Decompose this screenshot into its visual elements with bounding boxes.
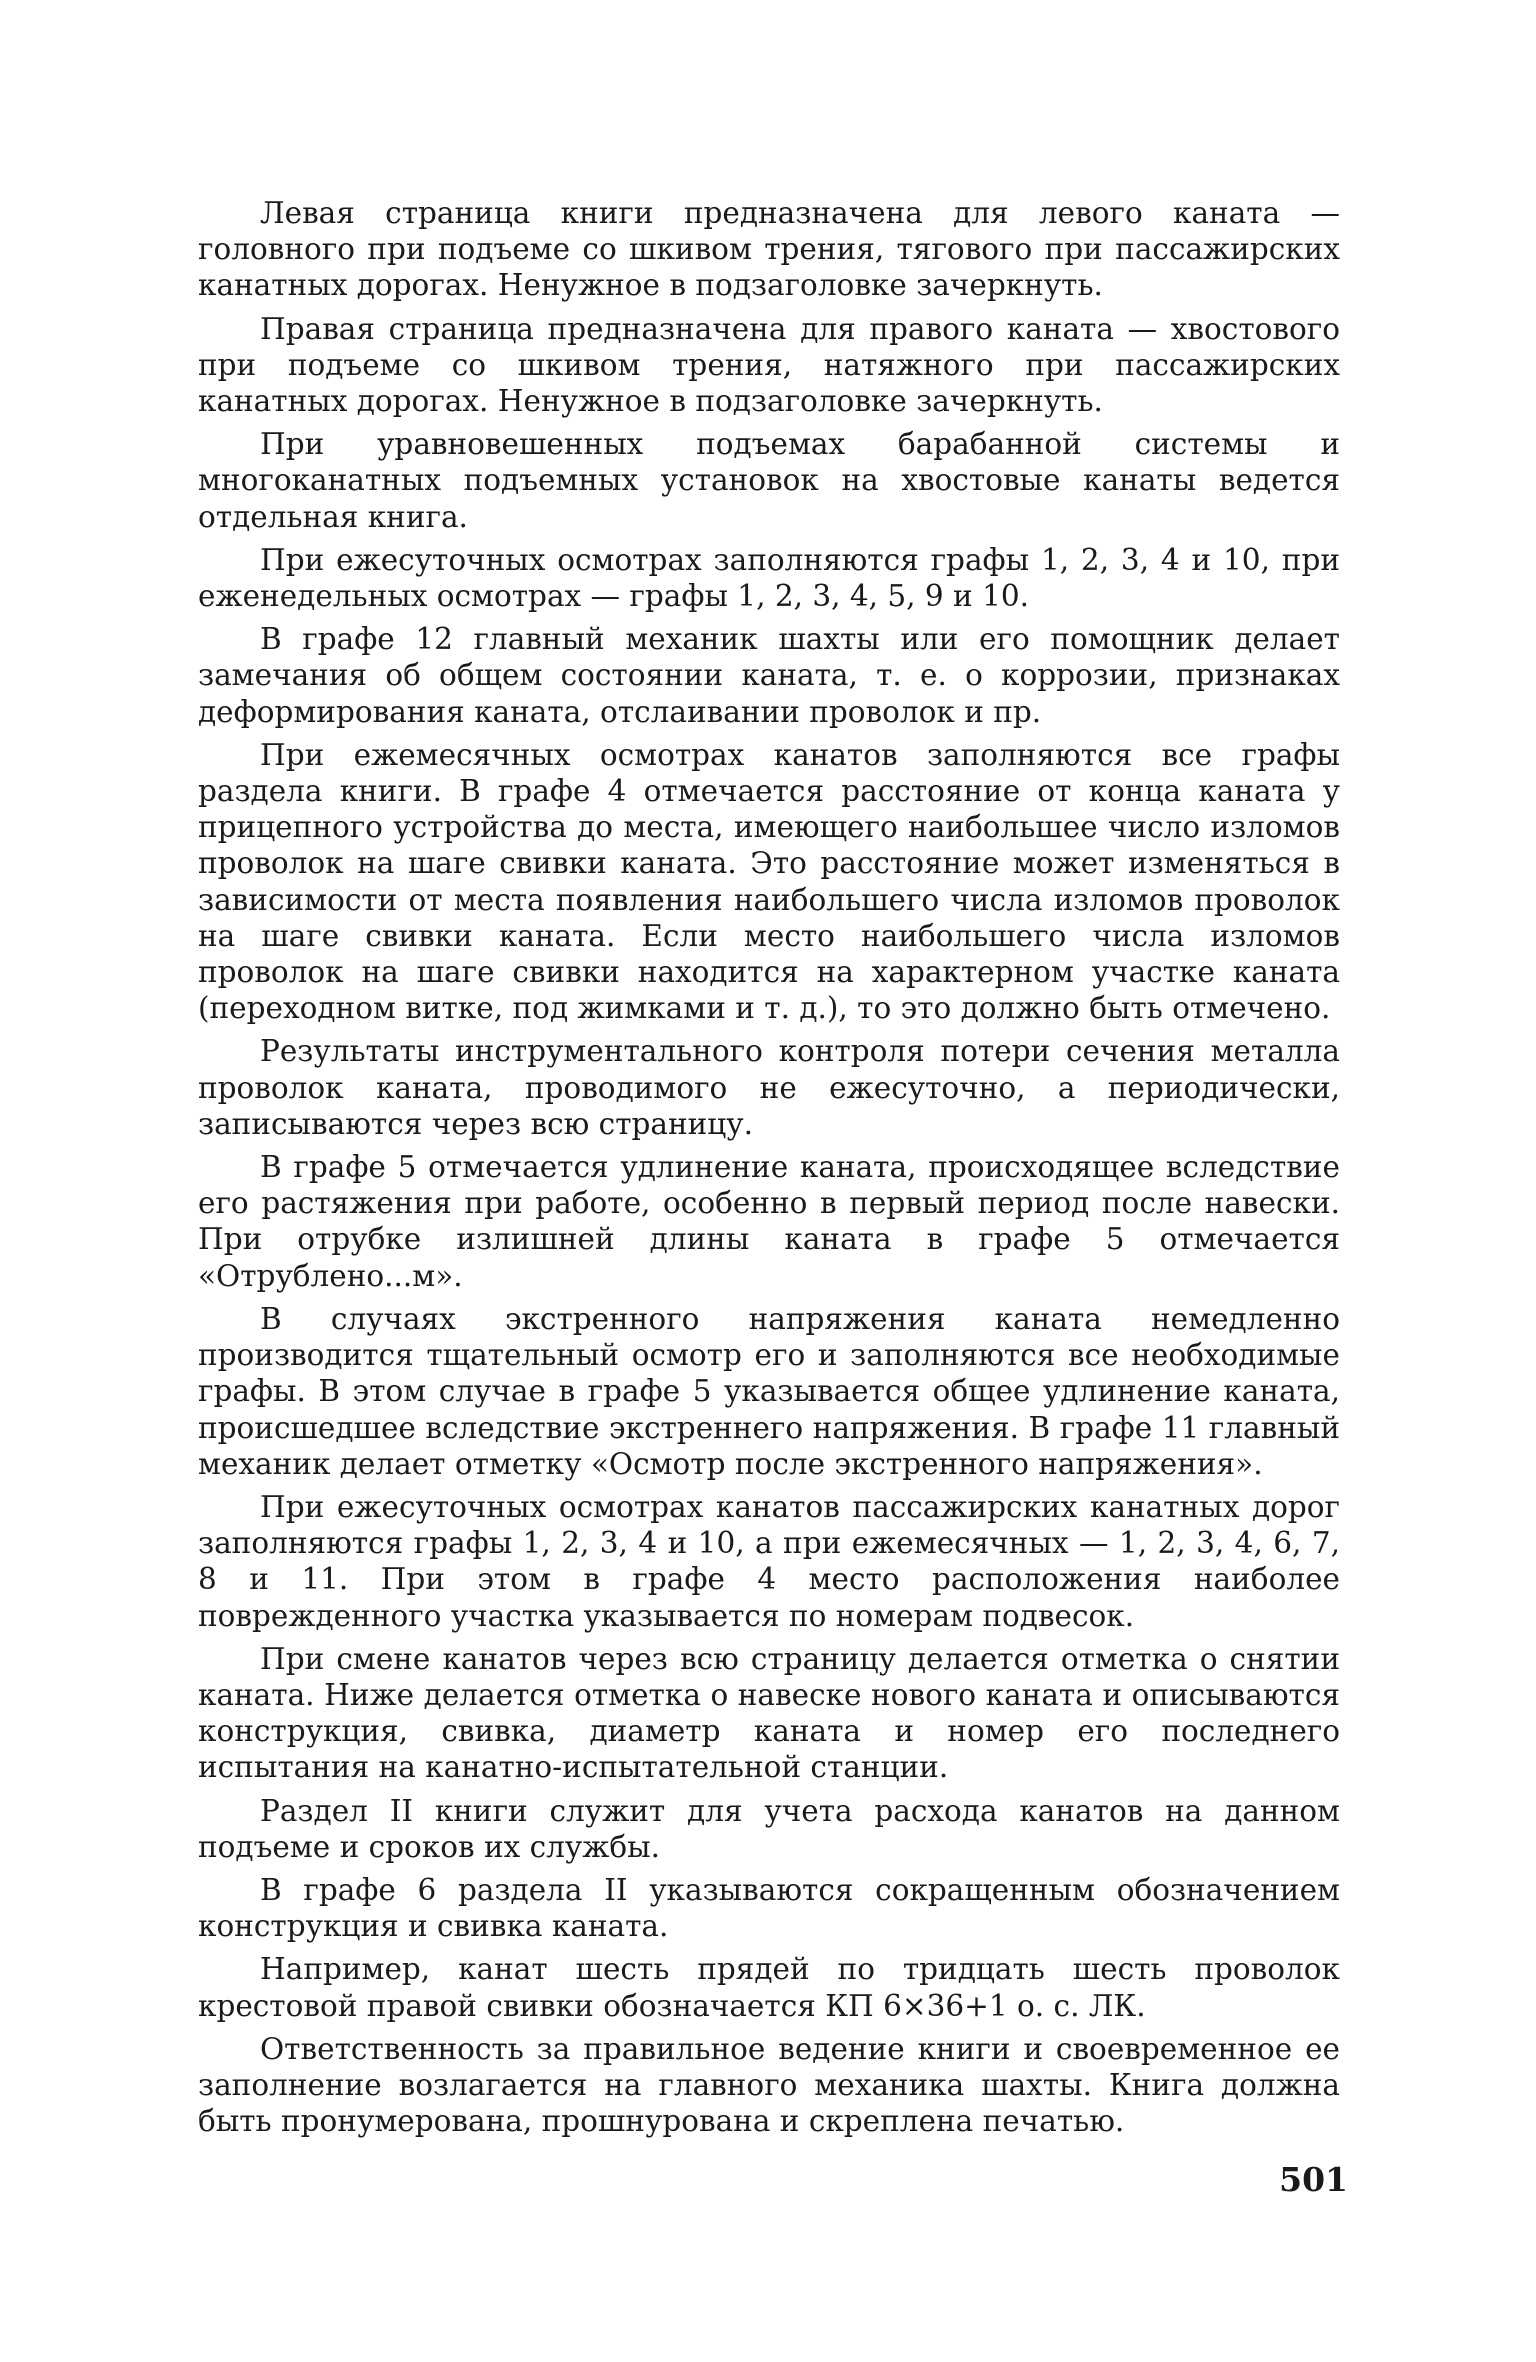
- paragraph-balanced-hoists: При уравновешенных подъемах барабанной системы и многоканатных подъемных установок на хвостовые канаты ведется отдельная книга.: [198, 427, 1340, 534]
- paragraph-monthly-inspections: При ежемесячных осмотрах канатов заполняются все графы раздела книги. В графе 4 отмечается расстояние от конца каната у прицепного устройства до места, имеющего наибольшее число изломов проволок на шаге свивки каната. Это расстояние может изменяться в зависимости от места появления наибольшего числа изломов проволок на шаге свивки каната. Если место наибольшего числа изломов проволок на шаге свивки находится на характерном участке каната (переходном витке, под жимками и т. д.), то это должно быть отмечено.: [198, 737, 1340, 1026]
- paragraph-left-page: Левая страница книги предназначена для левого каната — головного при подъеме со шкивом трения, тягового при пассажирских канатных дорогах. Ненужное в подзаголовке зачеркнуть.: [198, 196, 1340, 303]
- paragraph-column-5-elongation: В графе 5 отмечается удлинение каната, происходящее вследствие его растяжения при работе, особенно в первый период после навески. При отрубке излишней длины каната в графе 5 отмечается «Отрублено...м».: [198, 1150, 1340, 1293]
- paragraph-instrumental-control: Результаты инструментального контроля потери сечения металла проволок каната, проводимого не ежесуточно, а периодически, записываются через всю страницу.: [198, 1034, 1340, 1141]
- paragraph-passenger-ropeways: При ежесуточных осмотрах канатов пассажирских канатных дорог заполняются графы 1, 2, 3, 4 и 10, а при ежемесячных — 1, 2, 3, 4, 6, 7, 8 и 11. При этом в графе 4 место расположения наиболее поврежденного участка указывается по номерам подвесок.: [198, 1489, 1340, 1633]
- paragraph-rope-change: При смене канатов через всю страницу делается отметка о снятии каната. Ниже делается отметка о навеске нового каната и описываются конструкция, свивка, диаметр каната и номер его последнего испытания на канатно-испытательной станции.: [198, 1641, 1340, 1785]
- paragraph-section-2: Раздел II книги служит для учета расхода канатов на данном подъеме и сроков их службы.: [198, 1793, 1340, 1864]
- paragraph-emergency-tension: В случаях экстренного напряжения каната немедленно производится тщательный осмотр его и заполняются все необходимые графы. В этом случае в графе 5 указывается общее удлинение каната, происшедшее вследствие экстреннего напряжения. В графе 11 главный механик делает отметку «Осмотр после экстренного напряжения».: [198, 1301, 1340, 1481]
- paragraph-responsibility: Ответственность за правильное ведение книги и своевременное ее заполнение возлагается на главного механика шахты. Книга должна быть пронумерована, прошнурована и скреплена печатью.: [198, 2031, 1340, 2139]
- paragraph-daily-inspections: При ежесуточных осмотрах заполняются графы 1, 2, 3, 4 и 10, при еженедельных осмотрах — графы 1, 2, 3, 4, 5, 9 и 10.: [198, 542, 1340, 614]
- paragraph-column-12: В графе 12 главный механик шахты или его помощник делает замечания об общем состоянии каната, т. е. о коррозии, признаках деформирования каната, отслаивании проволок и пр.: [198, 622, 1340, 729]
- paragraph-right-page: Правая страница предназначена для правого каната — хвостового при подъеме со шкивом трения, натяжного при пассажирских канатных дорогах. Ненужное в подзаголовке зачеркнуть.: [198, 311, 1340, 419]
- paragraph-section-2-column-6: В графе 6 раздела II указываются сокращенным обозначением конструкция и свивка каната.: [198, 1872, 1340, 1944]
- page-number: 501: [1279, 2160, 1348, 2199]
- paragraph-example-designation: Например, канат шесть прядей по тридцать шесть проволок крестовой правой свивки обозначается КП 6×36+1 о. с. ЛК.: [198, 1952, 1340, 2023]
- body-text: [198, 195, 1340, 2146]
